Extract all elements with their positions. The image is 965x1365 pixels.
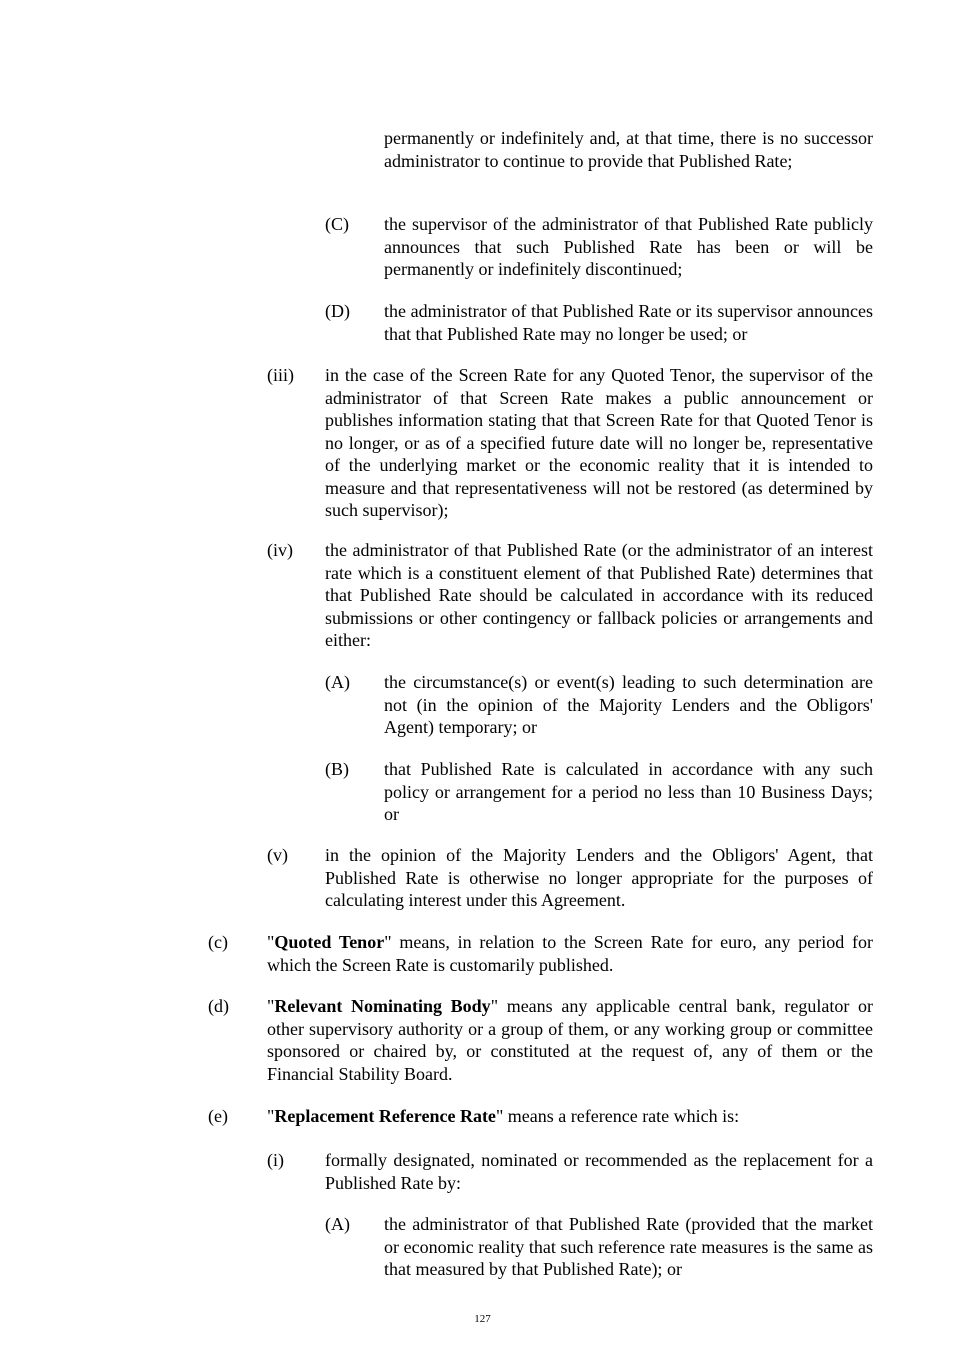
definition-text: " means, in relation to the Screen Rate for euro, any period for which the Screen Rate is customarily published. xyxy=(267,932,873,975)
clause-text xyxy=(267,1105,873,1128)
clause-text: that Published Rate is calculated in accordance with any such policy or arrangement for a period no less than 10 Business Days; or xyxy=(384,759,873,824)
definition-text: " means any applicable central bank, regulator or other supervisory authority or a group of them, or any working group or committee sponsored or chaired by, or constituted at the request of, any of them or the Financial Stability Board. xyxy=(267,996,873,1084)
clause-label: (iii) xyxy=(267,365,294,385)
clause-text: the administrator of that Published Rate (or the administrator of an interest rate which is a constituent element of that Published Rate) determines that that Published Rate should be calculated in accordance with its reduced submissions or other contingency or fallback policies or arrangements and either: xyxy=(325,540,873,650)
clause-label: (A) xyxy=(325,672,350,692)
defined-term: Replacement Reference Rate xyxy=(274,1106,496,1126)
clause-text: the supervisor of the administrator of that Published Rate publicly announces that such Published Rate has been or will be permanently or indefinitely discontinued; xyxy=(384,214,873,279)
clause-text: formally designated, nominated or recommended as the replacement for a Published Rate by: xyxy=(325,1150,873,1193)
clause-label: (A) xyxy=(325,1214,350,1234)
clause-label: (D) xyxy=(325,301,350,321)
clause-label: (d) xyxy=(208,996,229,1016)
clause-label: (C) xyxy=(325,214,349,234)
clause-text: the circumstance(s) or event(s) leading to such determination are not (in the opinion of the Majority Lenders and the Obligors' Agent) temporary; or xyxy=(384,672,873,737)
clause-text: the administrator of that Published Rate or its supervisor announces that that Published Rate may no longer be used; or xyxy=(384,301,873,344)
clause-label: (i) xyxy=(267,1150,284,1170)
clause-text: in the case of the Screen Rate for any Quoted Tenor, the supervisor of the administrator of that Screen Rate makes a public announcement or publishes information stating that that Screen Rate for that Quoted Tenor is no longer, or as of a specified future date will no longer be, representative of the underlying market or the economic reality that it is intended to measure and that representativeness will not be restored (as determined by such supervisor); xyxy=(325,365,873,520)
quote: " xyxy=(267,1106,275,1126)
defined-term: Quoted Tenor xyxy=(274,932,385,952)
clause-label: (iv) xyxy=(267,540,293,560)
clause-text: the administrator of that Published Rate (provided that the market or economic reality that such reference rate measures is the same as that measured by that Published Rate); or xyxy=(384,1214,873,1279)
definition-text: " means a reference rate which is: xyxy=(495,1106,740,1126)
clause-text: permanently or indefinitely and, at that time, there is no successor administrator to continue to provide that Published Rate; xyxy=(384,128,873,171)
defined-term: Relevant Nominating Body xyxy=(274,996,491,1016)
clause-text: in the opinion of the Majority Lenders and the Obligors' Agent, that Published Rate is otherwise no longer appropriate for the purposes of calculating interest under this Agreement. xyxy=(325,845,873,910)
clause-label: (v) xyxy=(267,845,288,865)
quote: " xyxy=(267,932,275,952)
quote: " xyxy=(267,996,275,1016)
clause-label: (c) xyxy=(208,932,228,952)
clause-label: (B) xyxy=(325,759,349,779)
clause-text xyxy=(267,995,873,1085)
clause-text xyxy=(267,931,873,976)
clause-label: (e) xyxy=(208,1106,228,1126)
page-number: 127 xyxy=(474,1313,491,1325)
